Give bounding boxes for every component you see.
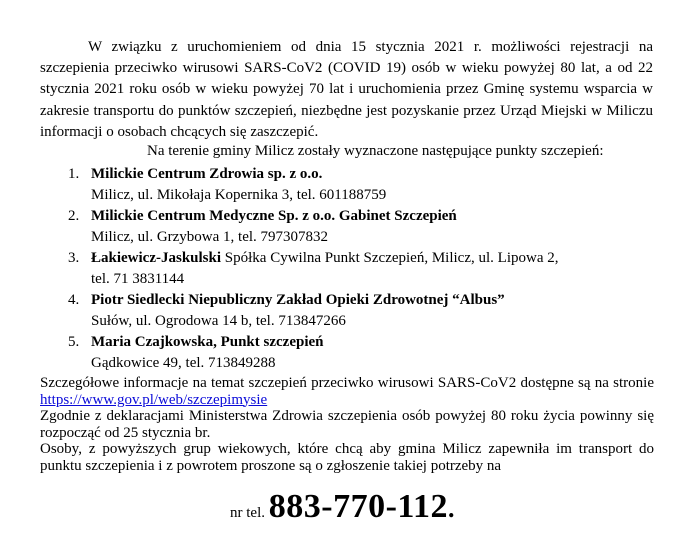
point-address: Milicz, ul. Mikołaja Kopernika 3, tel. 601188759 bbox=[91, 187, 387, 203]
intro-paragraph: W związku z uruchomieniem od dnia 15 stycznia 2021 r. możliwości rejestracji na szczepienia przeciwko wirusowi SARS-CoV2 (COVID 19) osób w wieku powyżej 80 lat, a od 22 stycznia 2021 roku osób w wieku powyżej 70 lat i uruchomienia przez Gminę systemu wsparcia w zakresie transportu do punktów szczepień, niezbędne jest pozyskanie przez Urząd Miejski w Miliczu informacji o osobach chcących się zaszczepić. bbox=[40, 39, 653, 140]
points-heading: Na terenie gminy Milicz zostały wyznaczone następujące punkty szczepień: bbox=[147, 143, 604, 159]
phone-prefix: nr tel. bbox=[230, 505, 269, 521]
info-paragraph bbox=[40, 375, 654, 408]
info-section bbox=[40, 375, 654, 474]
vaccination-points-list bbox=[68, 164, 658, 374]
info-text: Szczegółowe informacje na temat szczepień przeciwko wirusowi SARS-CoV2 dostępne są na stronie bbox=[40, 375, 654, 391]
list-number: 5. bbox=[68, 334, 80, 350]
list-number: 3. bbox=[68, 250, 80, 266]
phone-line bbox=[230, 488, 455, 526]
list-item bbox=[68, 332, 658, 374]
point-name: Maria Czajkowska, Punkt szczepień bbox=[91, 334, 324, 350]
declaration-paragraph: Zgodnie z deklaracjami Ministerstwa Zdrowia szczepienia osób powyżej 80 roku życia powinny się rozpocząć od 25 stycznia br. bbox=[40, 408, 654, 441]
list-number: 4. bbox=[68, 292, 80, 308]
list-item bbox=[68, 248, 658, 290]
list-number: 2. bbox=[68, 208, 80, 224]
phone-number: 883-770-112 bbox=[268, 488, 449, 525]
list-item bbox=[68, 290, 658, 332]
transport-paragraph: Osoby, z powyższych grup wiekowych, które chcą aby gmina Milicz zapewniła im transport do punktu szczepienia i z powrotem proszone są o zgłoszenie takiej potrzeby na bbox=[40, 441, 654, 474]
point-name: Milickie Centrum Medyczne Sp. z o.o. Gabinet Szczepień bbox=[91, 208, 457, 224]
point-address: Sułów, ul. Ogrodowa 14 b, tel. 713847266 bbox=[91, 313, 346, 329]
point-address: Milicz, ul. Grzybowa 1, tel. 797307832 bbox=[91, 229, 329, 245]
list-item bbox=[68, 164, 658, 206]
point-address: Gądkowice 49, tel. 713849288 bbox=[91, 355, 276, 371]
list-number: 1. bbox=[68, 166, 80, 182]
point-name-rest: Spółka Cywilna Punkt Szczepień, Milicz, ul. Lipowa 2, bbox=[221, 250, 559, 266]
point-name: Łakiewicz-Jaskulski bbox=[91, 250, 222, 266]
point-name: Milickie Centrum Zdrowia sp. z o.o. bbox=[91, 166, 323, 182]
info-link[interactable]: https://www.gov.pl/web/szczepimysie bbox=[40, 391, 268, 408]
point-address: tel. 71 3831144 bbox=[91, 271, 185, 287]
list-item bbox=[68, 206, 658, 248]
point-name: Piotr Siedlecki Niepubliczny Zakład Opieki Zdrowotnej “Albus” bbox=[91, 292, 505, 308]
phone-suffix: . bbox=[448, 494, 455, 523]
